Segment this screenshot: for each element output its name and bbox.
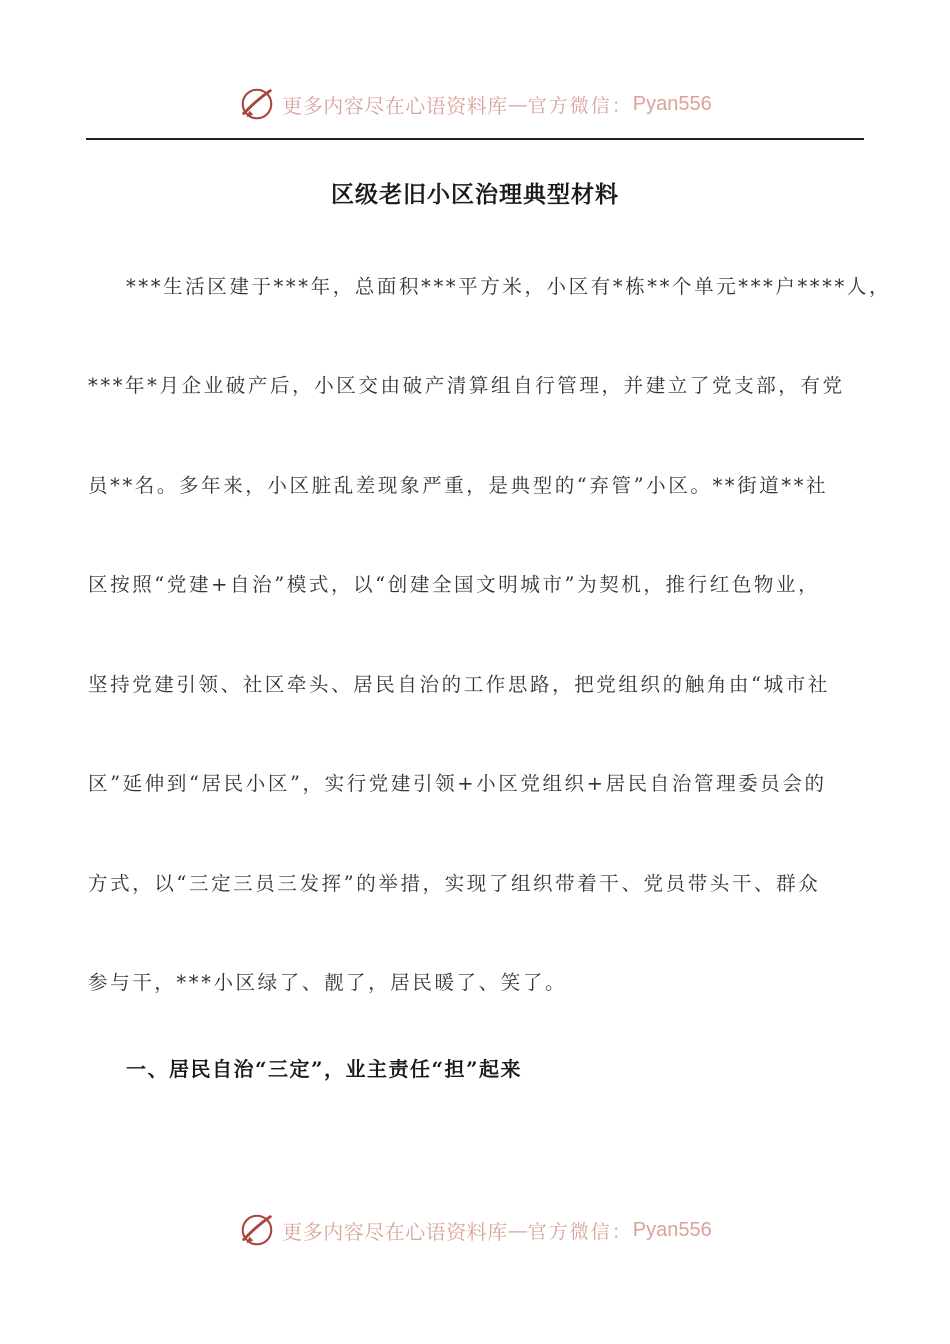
banner-wechat-label: 官方微信：: [527, 1220, 633, 1243]
paragraph-line-7: 方式，以“三定三员三发挥”的举措，实现了组织带着干、党员带头干、群众: [88, 872, 821, 895]
pen-logo-icon: [238, 85, 276, 123]
banner-text: 更多内容尽在心语资料库: [282, 93, 508, 118]
pen-logo-icon: [238, 1211, 276, 1249]
banner-text: 更多内容尽在心语资料库: [282, 1219, 508, 1244]
paragraph-line-3: 员**名。多年来，小区脏乱差现象严重，是典型的“弃管”小区。**街道**社: [88, 474, 829, 497]
banner-dash: —: [507, 1218, 528, 1242]
paragraph-line-5: 坚持党建引领、社区牵头、居民自治的工作思路，把党组织的触角由“城市社: [88, 673, 830, 696]
banner-wechat-label: 官方微信：: [527, 94, 633, 117]
section-heading-1: 一、居民自治“三定”，业主责任“担”起来: [126, 1057, 523, 1081]
paragraph-line-4: 区按照“党建+自治”模式，以“创建全国文明城市”为契机，推行红色物业，: [88, 573, 821, 596]
paragraph-line-6: 区”延伸到“居民小区”，实行党建引领+小区党组织+居民自治管理委员会的: [88, 772, 827, 795]
header-banner: [0, 82, 950, 126]
document-title: 区级老旧小区治理典型材料: [331, 181, 619, 208]
banner-wechat-id: Pyan556: [632, 1218, 712, 1241]
footer-banner: [0, 1208, 950, 1252]
header-rule: [86, 138, 864, 140]
banner-wechat-id: Pyan556: [632, 92, 712, 115]
banner-dash: —: [507, 92, 528, 116]
paragraph-line-1: ***生活区建于***年，总面积***平方米，小区有*栋**个单元***户****人，: [126, 275, 892, 298]
paragraph-line-8: 参与干，***小区绿了、靓了，居民暖了、笑了。: [88, 971, 568, 994]
paragraph-line-2: ***年*月企业破产后，小区交由破产清算组自行管理，并建立了党支部，有党: [88, 374, 845, 397]
